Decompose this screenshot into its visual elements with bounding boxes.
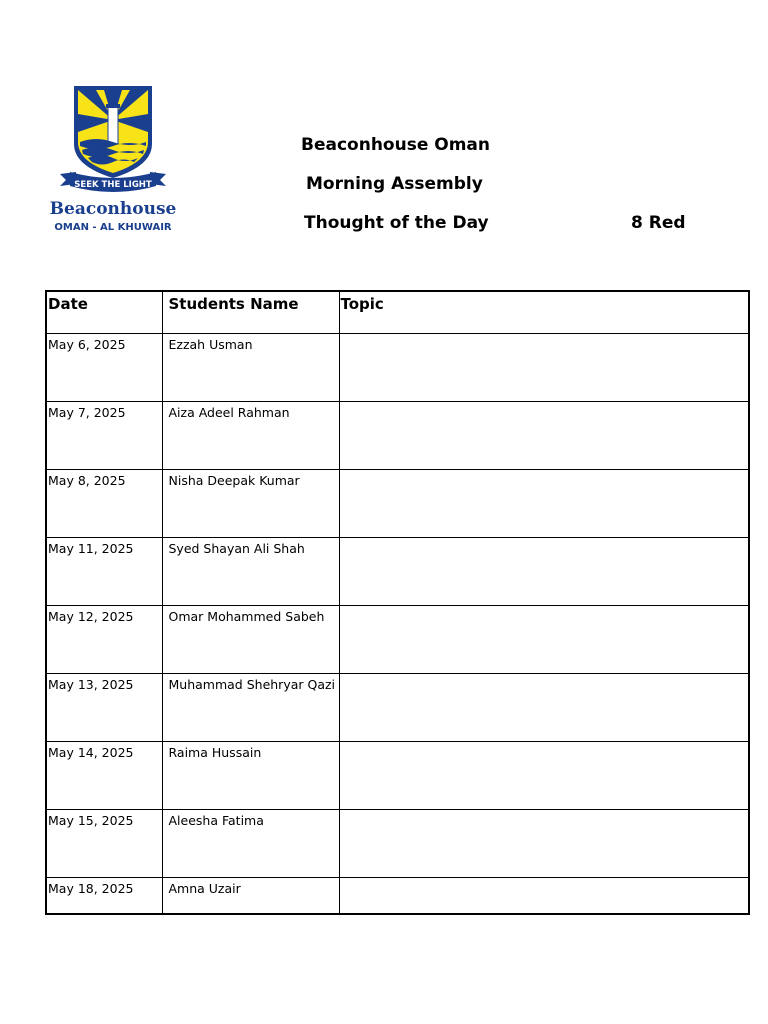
student-cell: Syed Shayan Ali Shah [162,538,339,606]
class-name: 8 Red [631,213,686,233]
table-row [46,538,749,606]
student-cell: Ezzah Usman [162,334,339,402]
student-cell: Amna Uzair [162,878,339,915]
topic-cell[interactable] [339,878,749,915]
table-row [46,606,749,674]
student-cell: Omar Mohammed Sabeh [162,606,339,674]
table-row [46,878,749,915]
date-cell: May 14, 2025 [46,742,162,810]
table-header-row [46,291,749,334]
column-header-date: Date [46,291,162,334]
table-row [46,674,749,742]
date-cell: May 11, 2025 [46,538,162,606]
logo-motto: SEEK THE LIGHT [74,180,152,190]
date-cell: May 12, 2025 [46,606,162,674]
date-cell: May 18, 2025 [46,878,162,915]
topic-cell[interactable] [339,538,749,606]
date-cell: May 8, 2025 [46,470,162,538]
page-title: Thought of the Day [304,213,489,233]
date-cell: May 13, 2025 [46,674,162,742]
topic-cell[interactable] [339,402,749,470]
assembly-schedule-table [45,290,750,915]
logo-name: Beaconhouse [49,199,177,219]
date-cell: May 15, 2025 [46,810,162,878]
topic-cell[interactable] [339,810,749,878]
topic-cell[interactable] [339,334,749,402]
column-header-students-name: Students Name [162,291,339,334]
student-cell: Muhammad Shehryar Qazi [162,674,339,742]
table-row [46,334,749,402]
column-header-topic: Topic [339,291,749,334]
table-row [46,810,749,878]
student-cell: Aleesha Fatima [162,810,339,878]
topic-cell[interactable] [339,606,749,674]
table-row [46,742,749,810]
student-cell: Nisha Deepak Kumar [162,470,339,538]
student-cell: Aiza Adeel Rahman [162,402,339,470]
topic-cell[interactable] [339,470,749,538]
logo-campus: OMAN - AL KHUWAIR [54,222,172,233]
table-row [46,470,749,538]
event-title: Morning Assembly [306,174,483,194]
school-name: Beaconhouse Oman [301,135,491,155]
date-cell: May 6, 2025 [46,334,162,402]
topic-cell[interactable] [339,742,749,810]
lighthouse-icon [108,106,118,144]
topic-cell[interactable] [339,674,749,742]
beaconhouse-logo [49,84,177,234]
student-cell: Raima Hussain [162,742,339,810]
table-row [46,402,749,470]
date-cell: May 7, 2025 [46,402,162,470]
